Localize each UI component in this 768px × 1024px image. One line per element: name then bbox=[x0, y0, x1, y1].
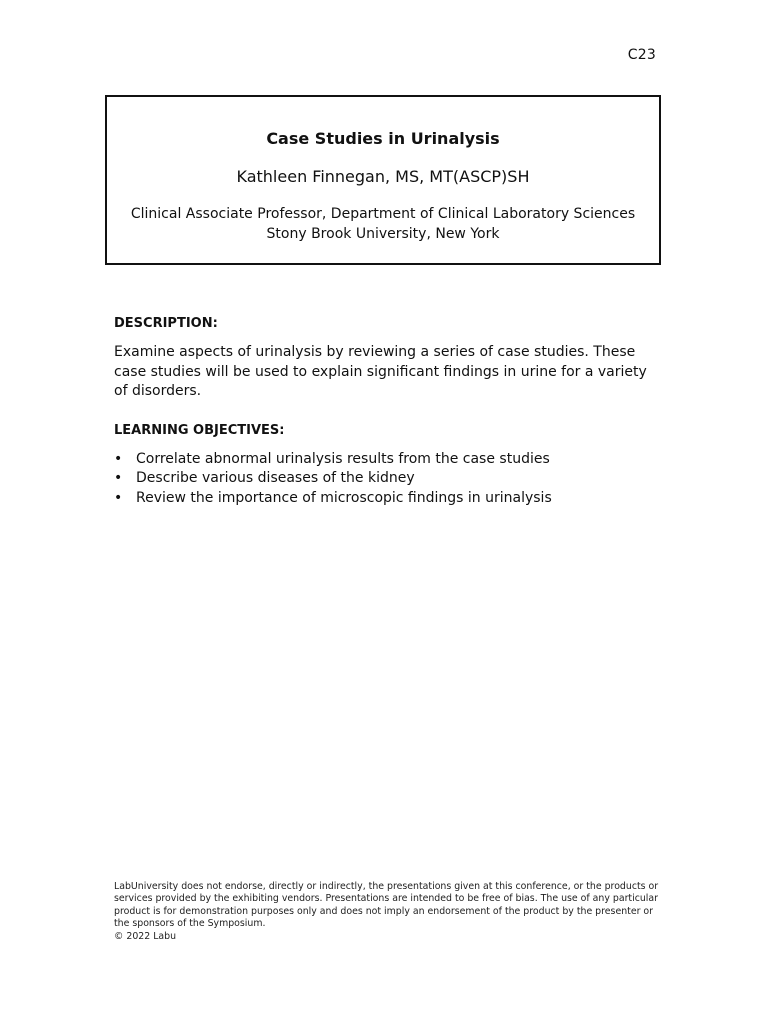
learning-objectives-heading: LEARNING OBJECTIVES: bbox=[114, 422, 285, 438]
title-box bbox=[105, 95, 661, 265]
bullet-icon: • bbox=[114, 450, 123, 467]
list-item bbox=[114, 489, 654, 509]
main-content bbox=[114, 316, 654, 508]
affiliation-line-2: Stony Brook University, New York bbox=[266, 226, 500, 242]
description-heading: DESCRIPTION: bbox=[114, 316, 218, 331]
affiliation-line-1: Clinical Associate Professor, Department of Clinical Laboratory Sciences bbox=[130, 206, 636, 222]
bullet-icon: • bbox=[114, 489, 123, 506]
bullet-icon: • bbox=[114, 470, 123, 486]
list-item bbox=[114, 469, 654, 489]
objective-text: Describe various diseases of the kidney bbox=[136, 470, 415, 486]
copyright-text: © 2022 Labu bbox=[114, 930, 177, 942]
presenter-name: Kathleen Finnegan, MS, MT(ASCP)SH bbox=[236, 167, 530, 186]
learning-objectives-list bbox=[114, 450, 654, 509]
affiliation bbox=[107, 204, 659, 244]
objective-text: Correlate abnormal urinalysis results from the case studies bbox=[136, 450, 550, 467]
description-text: Examine aspects of urinalysis by reviewing a series of case studies. These case studies will be used to explain significant findings in urine for a variety of disorders. bbox=[114, 344, 647, 399]
list-item bbox=[114, 450, 654, 470]
document-title: Case Studies in Urinalysis bbox=[266, 129, 500, 148]
page-code: C23 bbox=[627, 47, 656, 63]
footer-disclaimer bbox=[114, 881, 662, 943]
objective-text: Review the importance of microscopic findings in urinalysis bbox=[136, 489, 552, 506]
disclaimer-text: LabUniversity does not endorse, directly or indirectly, the presentations given at this conference, or the products or services provided by the exhibiting vendors. Presentations are intended to be free of bias. The use of any particular product is for demonstration purposes only and does not imply an endorsement of the product by the presenter or the sponsors of the Symposium. bbox=[114, 881, 659, 930]
